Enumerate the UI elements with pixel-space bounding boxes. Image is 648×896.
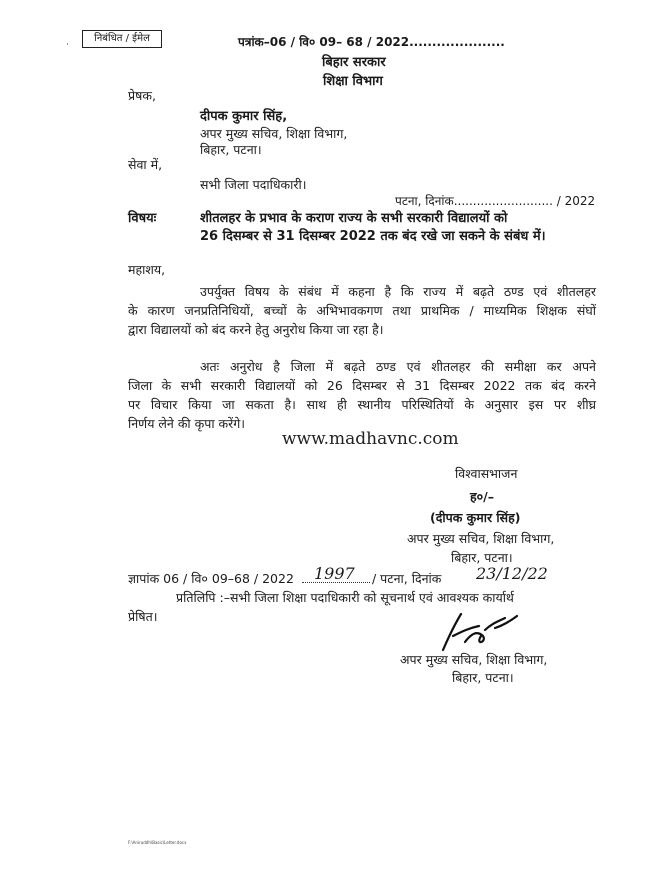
sender-label: प्रेषक, — [128, 88, 156, 103]
date-line: पटना, दिनांक.......................... / 2022 — [395, 194, 596, 208]
paragraph-2-line-4: निर्णय लेने की कृपा करेंगे। — [128, 416, 246, 431]
stray-mark: · — [66, 40, 69, 50]
subject-line-1: शीतलहर के प्रभाव के कराण राज्य के सभी सरकारी विद्यालयों को — [200, 211, 508, 226]
sender-name: दीपक कुमार सिंह, — [200, 109, 288, 124]
paragraph-1-line-3: द्वारा विद्यालयों को बंद करने हेतु अनुरोध किया जा रहा है। — [128, 322, 384, 337]
sender-place: बिहार, पटना। — [200, 142, 262, 157]
memo-date-handwritten: 23/12/22 — [476, 564, 548, 583]
subject-line-2: 26 दिसम्बर से 31 दिसम्बर 2022 तक बंद रखे जा सकने के संबंध में। — [200, 229, 546, 244]
memo-designation: अपर मुख्य सचिव, शिक्षा विभाग, — [400, 652, 548, 667]
salutation: महाशय, — [128, 262, 166, 277]
signature-scribble — [435, 606, 525, 656]
department-name: शिक्षा विभाग — [323, 74, 383, 89]
paragraph-1-line-2: के कारण जनप्रतिनिधियों, बच्चों के अभिभावकगण तथा प्राथमिक / माध्यमिक शिक्षक संघों — [128, 303, 596, 318]
sender-designation: अपर मुख्य सचिव, शिक्षा विभाग, — [200, 126, 348, 141]
signatory-name: (दीपक कुमार सिंह) — [430, 510, 521, 525]
letter-number: पत्रांक–06 / वि० 09– 68 / 2022..................... — [238, 35, 505, 49]
watermark-url: www.madhavnc.com — [282, 429, 459, 449]
signatory-place: बिहार, पटना। — [451, 550, 513, 565]
recipient-label: सेवा में, — [128, 157, 163, 172]
government-name: बिहार सरकार — [322, 55, 386, 70]
paragraph-1 — [128, 282, 596, 339]
paragraph-2-line-3: पर विचार किया जा सकता है। साथ ही स्थानीय परिस्थितियों के अनुसार इस पर शीघ्र — [128, 397, 596, 412]
closing: विश्वासभाजन — [455, 466, 518, 481]
memo-place: बिहार, पटना। — [452, 670, 514, 685]
paragraph-2-line-1: अतः अनुरोध है जिला में बढ़ते ठण्ड एवं शीतलहर की समीक्षा कर अपने — [200, 359, 596, 374]
memo-middle: / पटना, दिनांक — [372, 571, 442, 586]
subject-label: विषयः — [128, 211, 157, 226]
dispatch-mode-box: निबंधित / ईमेल — [82, 30, 162, 48]
memo-number-handwritten: 1997 — [314, 564, 355, 583]
memo-prefix: ज्ञापांक 06 / वि० 09–68 / 2022 — [128, 571, 294, 586]
copy-to-line-2: प्रेषित। — [128, 609, 158, 624]
signed-mark: ह०/– — [470, 489, 494, 504]
paragraph-2-line-2: जिला के सभी सरकारी विद्यालयों को 26 दिसम्बर से 31 दिसम्बर 2022 तक बंद करने — [128, 378, 596, 393]
signatory-designation: अपर मुख्य सचिव, शिक्षा विभाग, — [407, 531, 555, 546]
copy-to-line-1: प्रतिलिपि :–सभी जिला शिक्षा पदाधिकारी को सूचनार्थ एवं आवश्यक कार्यार्थ — [176, 590, 514, 605]
paragraph-2 — [128, 357, 596, 433]
footer-file-path: F:\Aniruddh\Basic\Letter.docx — [128, 840, 187, 845]
recipient-name: सभी जिला पदाधिकारी। — [200, 177, 307, 192]
paragraph-1-line-1: उपर्युक्त विषय के संबंध में कहना है कि राज्य में बढ़ते ठण्ड एवं शीतलहर — [200, 284, 596, 299]
memo-dotted-line — [302, 582, 370, 583]
